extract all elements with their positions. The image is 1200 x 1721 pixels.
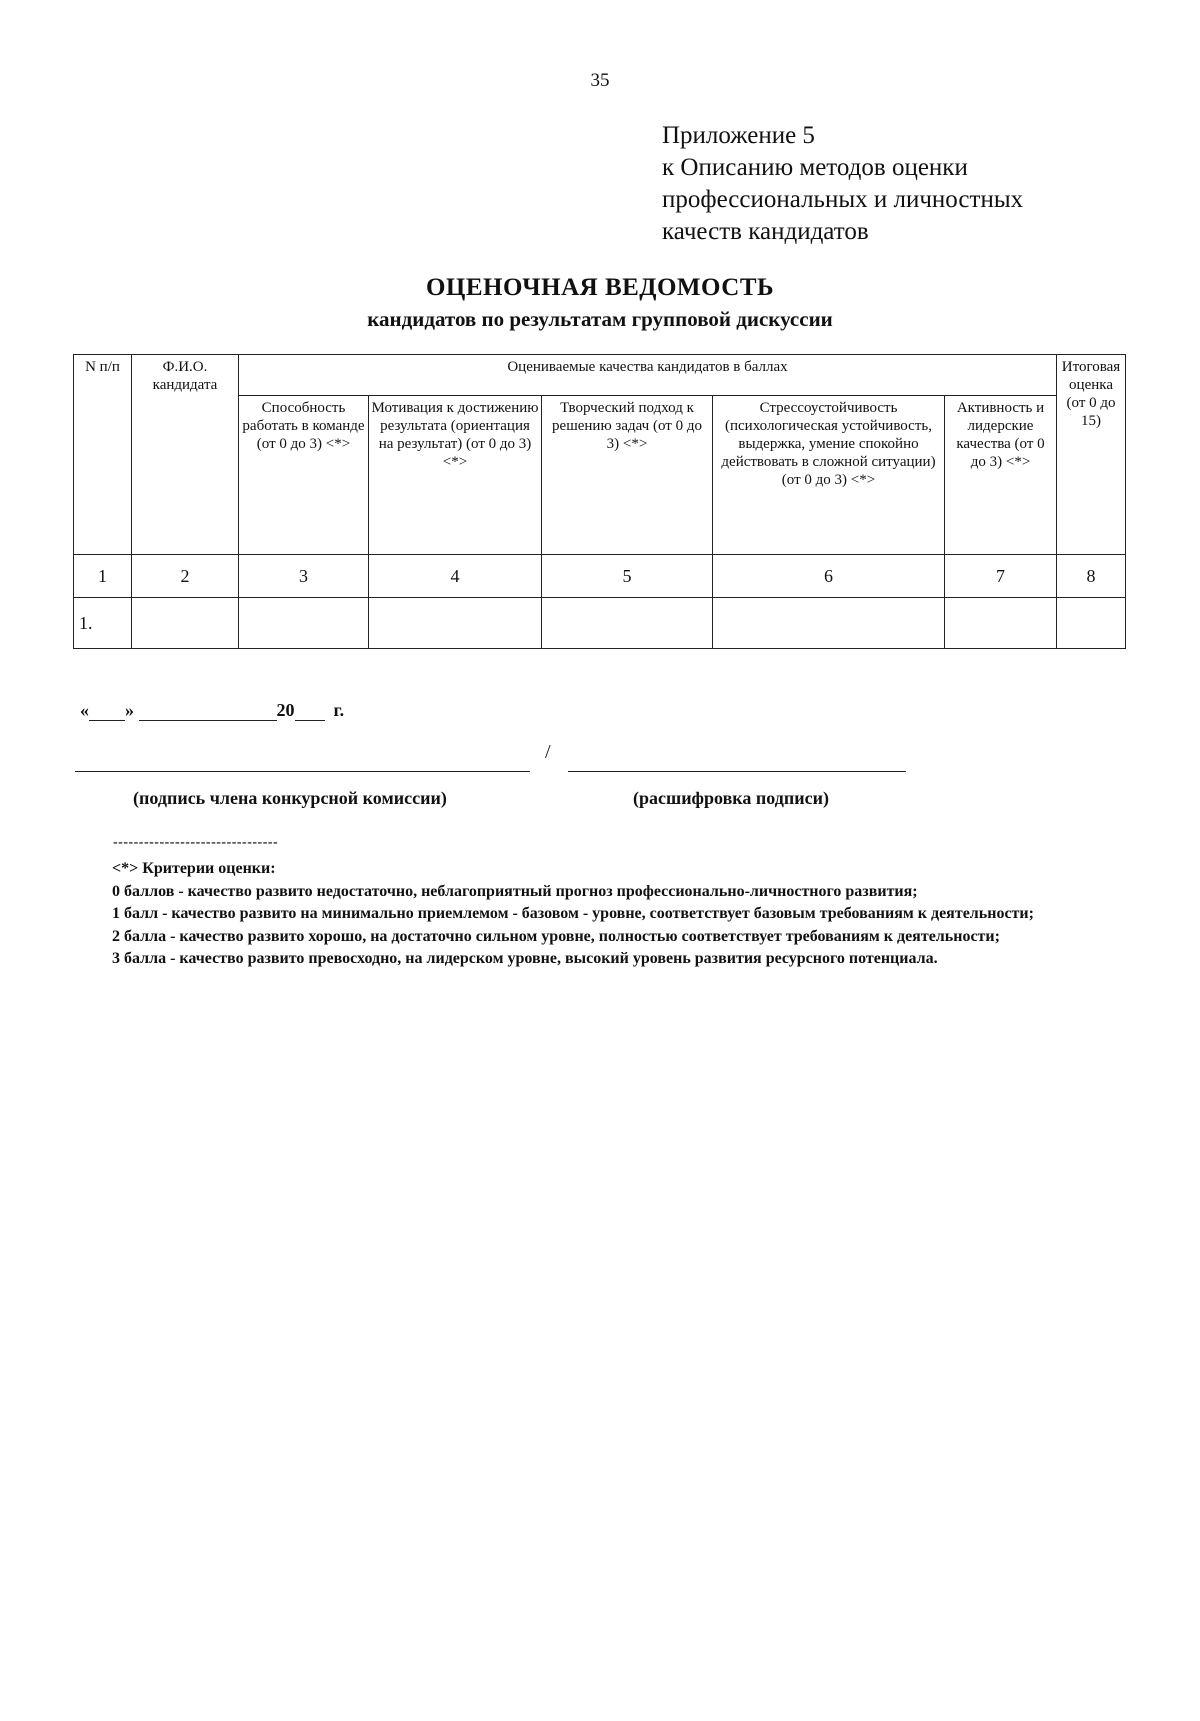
document-title: ОЦЕНОЧНАЯ ВЕДОМОСТЬ [425,274,775,301]
column-number: 2 [132,555,239,598]
page-number: 35 [590,70,610,91]
assessment-table [73,354,1126,649]
criterion-1: 1 балл - качество развито на минимально приемлемом - базовом - уровне, соответствует базовым требованиям к деятельности; [112,905,1034,922]
footnote-heading: <*> Критерии оценки: [112,860,276,877]
date-close-quote: » [125,700,134,720]
column-number: 7 [945,555,1057,598]
appendix-line-1: Приложение 5 [662,122,815,149]
column-number: 3 [239,555,369,598]
column-number: 5 [542,555,713,598]
year-blank[interactable] [295,702,325,721]
year-prefix: 20 [276,700,295,720]
footnote-separator: -------------------------------- [113,835,279,850]
header-total-score: Итоговая оценка (от 0 до 15) [1057,355,1126,555]
appendix-line-2: к Описанию методов оценки [662,154,968,181]
document-subtitle: кандидатов по результатам групповой дискуссии [367,307,833,331]
signature-decoding-line[interactable] [568,771,906,772]
appendix-line-4: качеств кандидатов [662,218,869,245]
empty-cell[interactable] [369,598,542,649]
column-number: 8 [1057,555,1126,598]
empty-cell[interactable] [713,598,945,649]
signature-line[interactable] [75,771,530,772]
date-open-quote: « [80,700,89,720]
empty-cell[interactable] [542,598,713,649]
header-motivation: Мотивация к достижению результата (ориентация на результат) (от 0 до 3) <*> [369,396,542,555]
row-number-cell: 1. [74,598,132,649]
header-full-name: Ф.И.О. кандидата [132,355,239,555]
month-blank[interactable] [139,702,277,721]
criterion-2: 2 балла - качество развито хорошо, на достаточно сильном уровне, полностью соответствует требованиям к деятельности; [112,927,1000,945]
criterion-3: 3 балла - качество развито превосходно, на лидерском уровне, высокий уровень развития ресурсного потенциала. [112,950,938,967]
empty-cell[interactable] [239,598,369,649]
appendix-line-3: профессиональных и личностных [662,186,1024,213]
column-number: 6 [713,555,945,598]
signature-separator: / [545,741,551,763]
signature-caption: (подпись члена конкурсной комиссии) [133,788,447,808]
empty-cell[interactable] [1057,598,1126,649]
year-suffix: г. [333,700,345,720]
header-creativity: Творческий подход к решению задач (от 0 до 3) <*> [542,396,713,555]
column-number-row [74,555,1126,598]
criterion-0: 0 баллов - качество развито недостаточно, неблагоприятный прогноз профессионально-личностного развития; [112,882,918,900]
date-line [80,700,344,721]
empty-cell[interactable] [132,598,239,649]
table-row [74,598,1126,649]
empty-cell[interactable] [945,598,1057,649]
header-qualities-group: Оцениваемые качества кандидатов в баллах [239,355,1057,396]
column-number: 1 [74,555,132,598]
header-teamwork: Способность работать в команде (от 0 до 3) <*> [239,396,369,555]
column-number: 4 [369,555,542,598]
footnote-criteria [82,858,1125,971]
header-stress-resistance: Стрессоустойчивость (психологическая устойчивость, выдержка, умение спокойно действовать в сложной ситуации) (от 0 до 3) <*> [713,396,945,555]
header-row-number: N п/п [74,355,132,555]
appendix-reference [662,120,1023,248]
signature-decoding-caption: (расшифровка подписи) [633,788,829,808]
day-blank[interactable] [89,702,125,721]
header-leadership: Активность и лидерские качества (от 0 до 3) <*> [945,396,1057,555]
